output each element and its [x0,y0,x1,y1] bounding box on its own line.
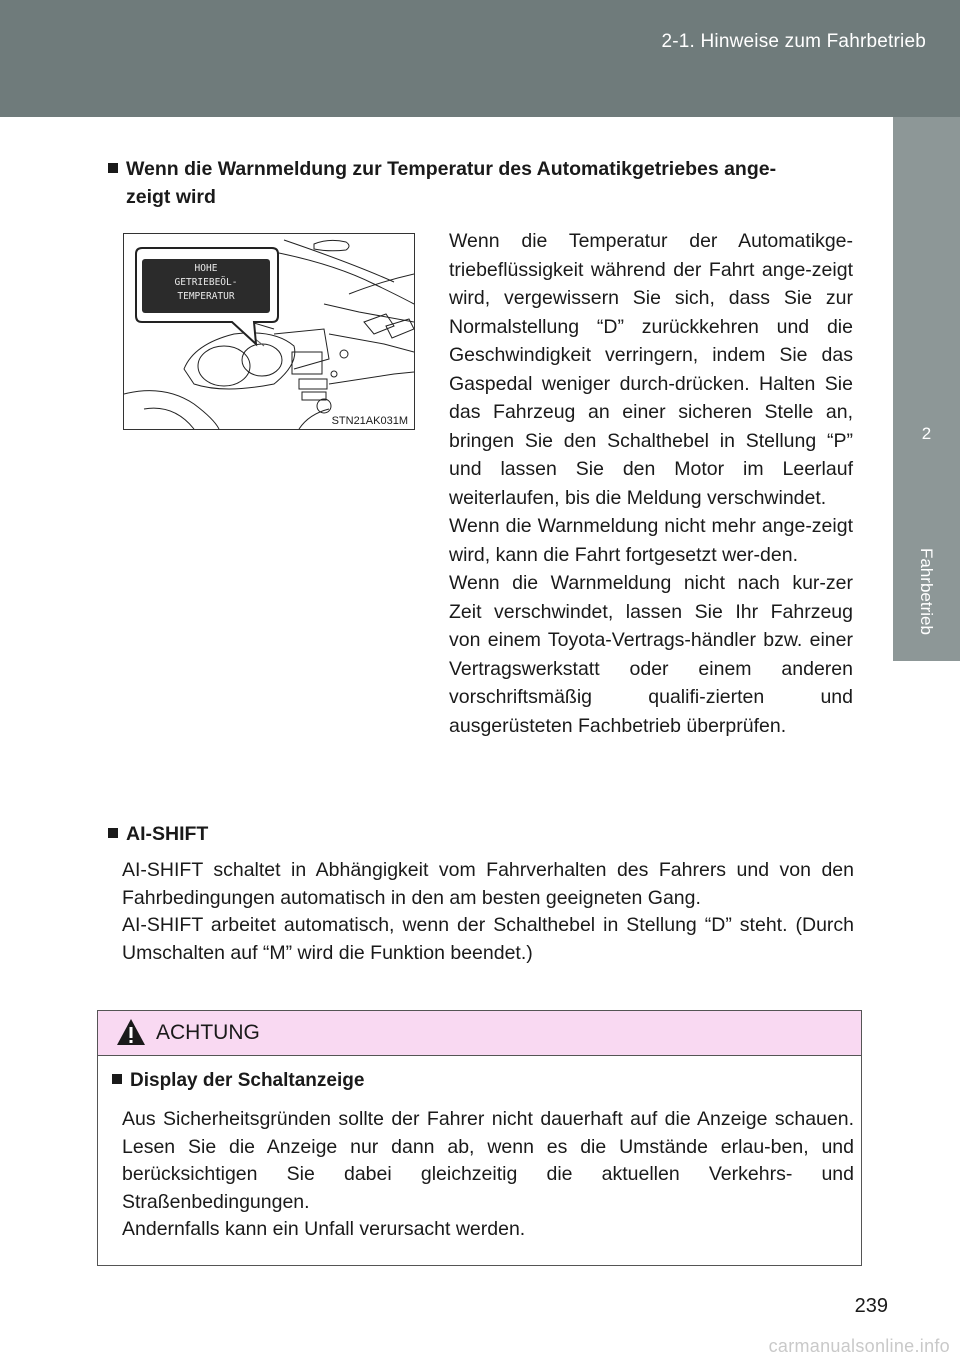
display-line-3: TEMPERATUR [177,291,235,302]
chapter-label: Fahrbetrieb [917,548,936,635]
warning-message-display [142,259,270,313]
paragraph: AI-SHIFT arbeitet automatisch, wenn der Schalthebel in Stellung “D” steht. (Durch Umschalten auf “M” wird die Funktion beendet.) [122,914,854,964]
heading-line-2: zeigt wird [126,186,216,208]
bullet-square-icon [108,828,118,838]
bullet-square-icon [112,1074,122,1084]
chapter-number: 2 [921,424,932,443]
bullet-square-icon [108,163,118,173]
section-heading-ai-shift [108,820,208,848]
paragraph: Aus Sicherheitsgründen sollte der Fahrer nicht dauerhaft auf die Anzeige schauen. Lesen Sie die Anzeige nur dann ab, wenn es die Umstände erlau-ben, und berücksichtigen Sie dabei gleichzeitig die aktuellen Verkehrs- und Straßenbedingungen. [122,1108,854,1213]
header-band [0,0,960,117]
heading-line-1: Wenn die Warnmeldung zur Temperatur des Automatikgetriebes ange- [126,158,777,180]
temperature-instructions [449,227,853,740]
paragraph: Wenn die Warnmeldung nicht mehr ange-zeigt wird, kann die Fahrt fortgesetzt wer-den. [449,515,853,566]
paragraph: Andernfalls kann ein Unfall verursacht werden. [122,1218,526,1240]
caution-subheading [112,1070,364,1092]
display-line-1: HOHE [194,263,218,274]
warning-triangle-icon [116,1018,146,1046]
dashboard-illustration [123,233,415,430]
ai-shift-text [122,857,854,967]
figure-code: STN21AK031M [331,415,408,427]
paragraph: Wenn die Temperatur der Automatikge-triebeflüssigkeit während der Fahrt ange-zeigt wird, vergewissern Sie sich, dass Sie zur Normalstellung “D” zurückkehren und die Geschwindigkeit verringern, indem Sie das Gaspedal weniger durch-drücken. Halten Sie das Fahrzeug an einer sicheren Stelle an, bringen Sie den Schalthebel in Stellung “P” und lassen Sie den Motor im Leerlauf weiterlaufen, bis die Meldung verschwindet. [449,230,853,509]
display-line-2: GETRIEBEÖL- [174,277,238,288]
paragraph: Wenn die Warnmeldung nicht nach kur-zer Zeit verschwindet, lassen Sie Ihr Fahrzeug von einem Toyota-Vertrags-händler bzw. einer Vertragswerkstatt oder einem anderen vorschriftsmäßig qualifi-zierten und ausgerüsteten Fachbetrieb überprüfen. [449,572,853,737]
watermark: carmanualsonline.info [768,1336,950,1356]
section-heading-temperature [108,155,858,211]
page-number: 239 [854,1295,888,1317]
caution-box [97,1010,862,1266]
subheading-text: Display der Schaltanzeige [130,1070,365,1091]
paragraph: AI-SHIFT schaltet in Abhängigkeit vom Fahrverhalten des Fahrers und von den Fahrbedingungen automatisch in den am besten geeigneten Gang. [122,859,854,909]
caution-header [98,1011,861,1056]
caution-title: ACHTUNG [156,1021,260,1044]
caution-text [122,1106,854,1244]
heading-text: AI-SHIFT [126,823,209,845]
section-title: 2-1. Hinweise zum Fahrbetrieb [661,31,926,52]
